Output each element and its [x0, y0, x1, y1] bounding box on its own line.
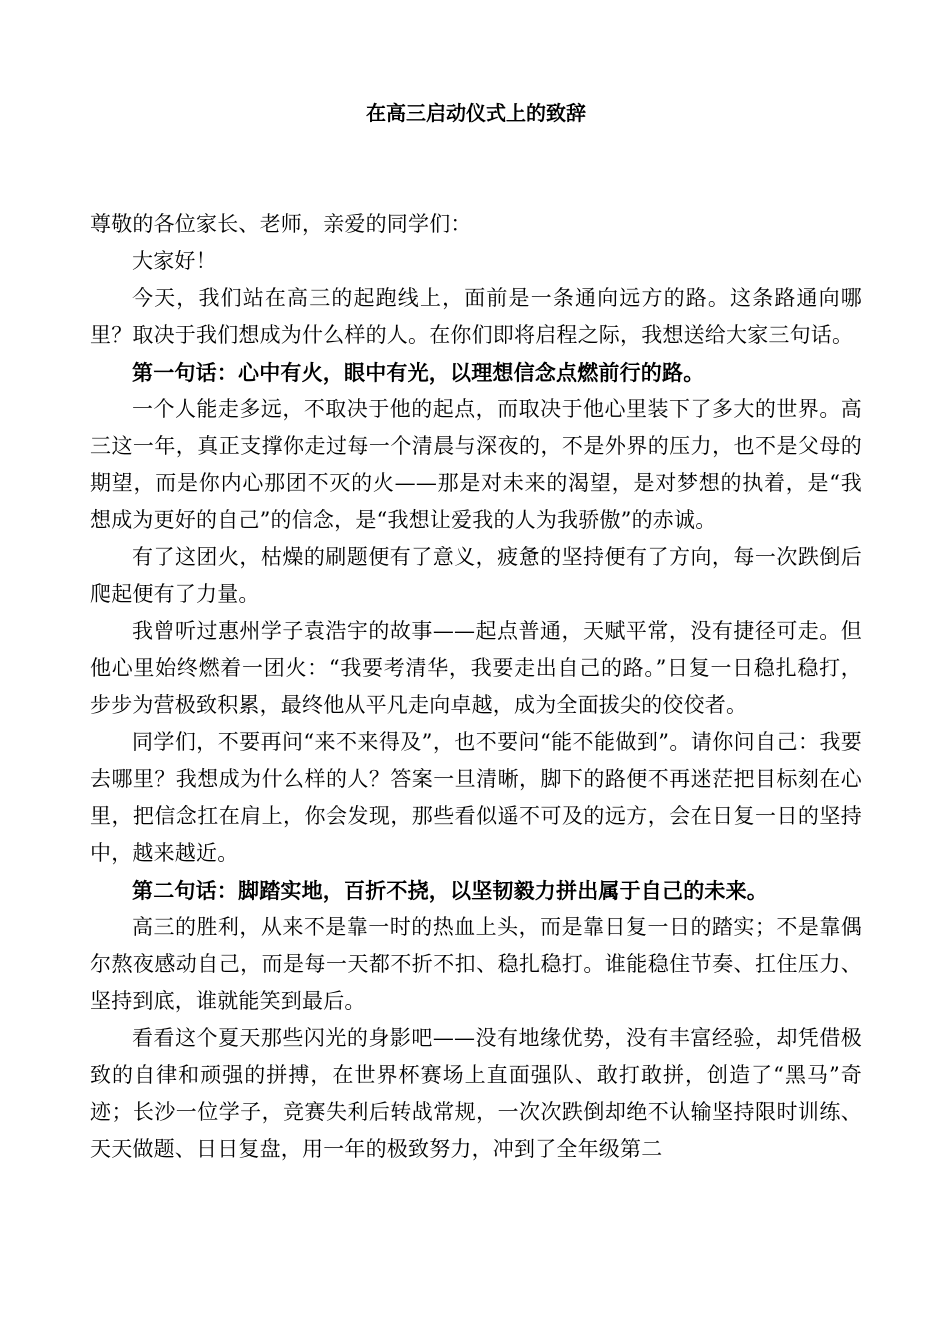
section-heading-1: 第一句话：心中有火，眼中有光，以理想信念点燃前行的路。	[132, 360, 705, 385]
paragraph: 高三的胜利，从来不是靠一时的热血上头，而是靠日复一日的踏实；不是靠偶尔熬夜感动自己，而是每一天都不折不扣、稳扎稳打。谁能稳住节奏、扛住压力、坚持到底，谁就能笑到最后。	[90, 915, 862, 1013]
document-body	[90, 206, 862, 1168]
document-title: 在高三启动仪式上的致辞	[366, 101, 586, 125]
paragraph: 我曾听过惠州学子袁浩宇的故事——起点普通，天赋平常，没有捷径可走。但他心里始终燃着一团火：“我要考清华，我要走出自己的路。”日复一日稳扎稳打，步步为营极致积累，最终他从平凡走向卓越，成为全面拔尖的佼佼者。	[90, 619, 862, 717]
paragraph: 看看这个夏天那些闪光的身影吧——没有地缘优势，没有丰富经验，却凭借极致的自律和顽强的拼搏，在世界杯赛场上直面强队、敢打敢拼，创造了“黑马”奇迹；长沙一位学子，竞赛失利后转战常规，一次次跌倒却绝不认输坚持限时训练、天天做题、日日复盘，用一年的极致努力，冲到了全年级第二	[90, 1026, 862, 1161]
paragraph: 同学们，不要再问“来不来得及”，也不要问“能不能做到”。请你问自己：我要去哪里？我想成为什么样的人？答案一旦清晰，脚下的路便不再迷茫把目标刻在心里，把信念扛在肩上，你会发现，那些看似遥不可及的远方，会在日复一日的坚持中，越来越近。	[90, 730, 862, 865]
salutation: 尊敬的各位家长、老师，亲爱的同学们：	[90, 212, 472, 236]
section-heading-2: 第二句话：脚踏实地，百折不挠，以坚韧毅力拼出属于自己的未来。	[132, 878, 768, 903]
paragraph: 有了这团火，枯燥的刷题便有了意义，疲惫的坚持便有了方向，每一次跌倒后爬起便有了力量。	[90, 545, 862, 606]
paragraph: 一个人能走多远，不取决于他的起点，而取决于他心里装下了多大的世界。高三这一年，真正支撑你走过每一个清晨与深夜的，不是外界的压力，也不是父母的期望，而是你内心那团不灭的火——那是对未来的渴望，是对梦想的执着，是“我想成为更好的自己”的信念，是“我想让爱我的人为我骄傲”的赤诚。	[90, 397, 862, 532]
paragraph: 今天，我们站在高三的起跑线上，面前是一条通向远方的路。这条路通向哪里？取决于我们想成为什么样的人。在你们即将启程之际，我想送给大家三句话。	[90, 286, 862, 347]
greeting: 大家好！	[132, 249, 217, 273]
